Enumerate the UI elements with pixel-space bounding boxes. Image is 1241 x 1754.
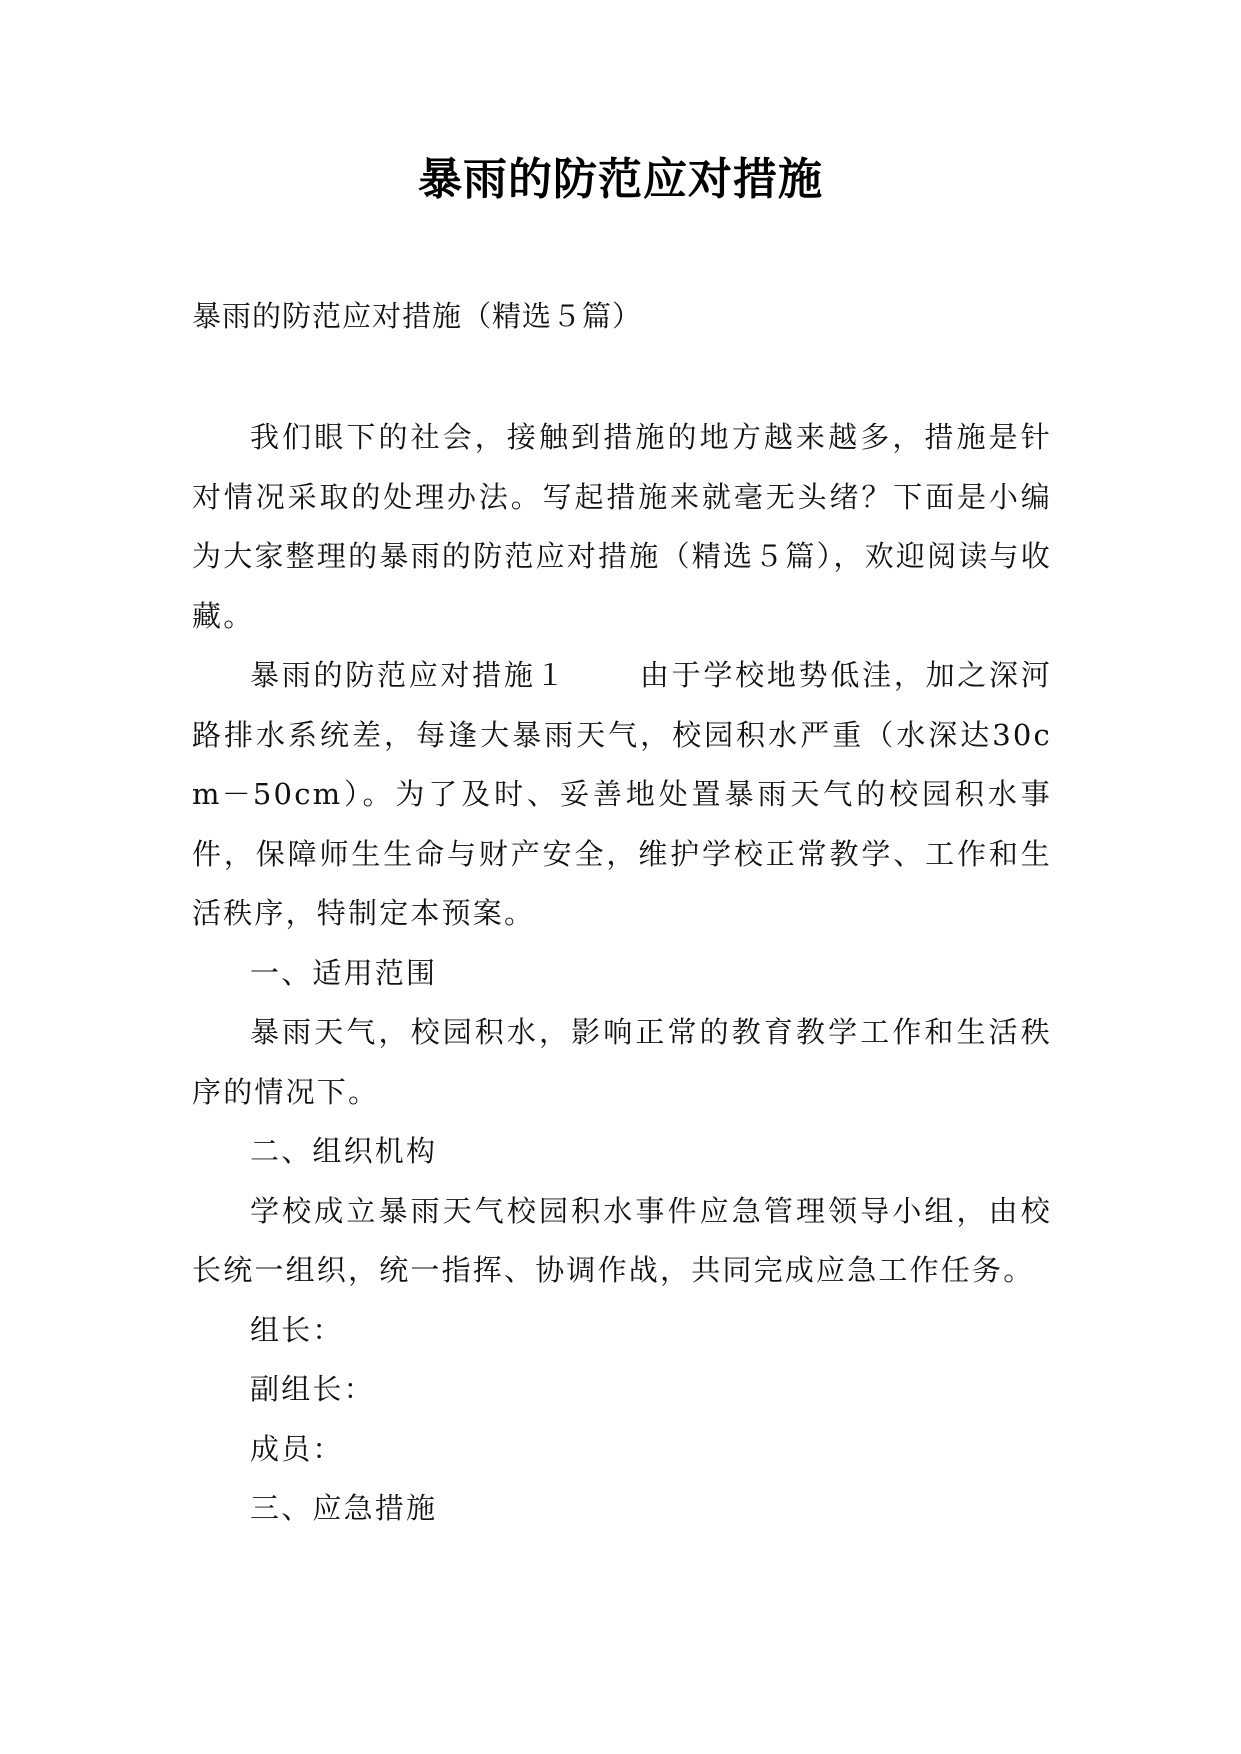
section-1-paragraph <box>192 646 1052 944</box>
scope-paragraph: 暴雨天气，校园积水，影响正常的教育教学工作和生活秩序的情况下。 <box>192 1015 1052 1109</box>
section-1-text: 由于学校地势低洼，加之深河路排水系统差，每逢大暴雨天气，校园积水严重（水深达30cm－50cm）。为了及时、妥善地处置暴雨天气的校园积水事件，保障师生生命与财产安全，维护学校正常教学、工作和生活秩序，特制定本预案。 <box>192 658 1052 930</box>
members-line: 成员： <box>250 1431 344 1466</box>
intro-paragraph: 我们眼下的社会，接触到措施的地方越来越多，措施是针对情况采取的处理办法。写起措施来就毫无头绪？下面是小编为大家整理的暴雨的防范应对措施（精选５篇），欢迎阅读与收藏。 <box>192 420 1052 633</box>
heading-organization: 二、组织机构 <box>250 1134 438 1168</box>
section-1-heading: 暴雨的防范应对措施１ <box>250 658 568 692</box>
heading-measures: 三、应急措施 <box>250 1491 438 1525</box>
document-title: 暴雨的防范应对措施 <box>418 154 823 205</box>
deputy-leader-line: 副组长： <box>250 1372 375 1406</box>
heading-scope: 一、适用范围 <box>250 955 438 990</box>
document-subtitle: 暴雨的防范应对措施（精选５篇） <box>192 299 643 333</box>
leader-line: 组长： <box>250 1312 344 1347</box>
document-body <box>192 408 1052 1539</box>
organization-paragraph: 学校成立暴雨天气校园积水事件应急管理领导小组，由校长统一组织，统一指挥、协调作战，共同完成应急工作任务。 <box>192 1193 1052 1287</box>
